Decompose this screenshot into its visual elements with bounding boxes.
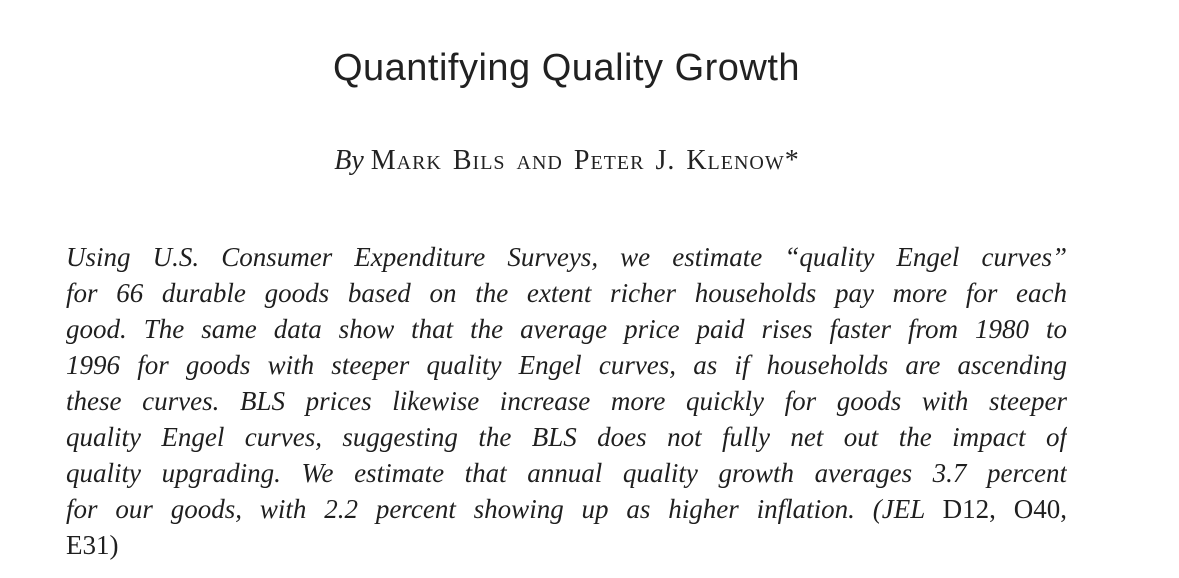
paper-title: Quantifying Quality Growth	[332, 47, 801, 89]
abstract-line-8-italic-part: for our goods, with 2.2 percent showing up as higher inflation. (JEL	[66, 494, 925, 524]
abstract-line-4: 1996 for goods with steeper quality Engel curves, as if households are ascending	[66, 350, 1067, 380]
paper-content-column	[66, 46, 1067, 563]
jel-codes: D12, O40,	[942, 494, 1067, 524]
abstract-line-7: quality upgrading. We estimate that annual quality growth averages 3.7 percent	[66, 458, 1067, 488]
byline	[66, 144, 1067, 178]
abstract-line-8	[66, 491, 1067, 527]
byline-authors: Mark Bils and Peter J. Klenow	[370, 145, 785, 176]
byline-by-label: By	[334, 145, 364, 176]
author-footnote-marker: *	[784, 145, 799, 176]
abstract-line-2: for 66 durable goods based on the extent richer households pay more for each	[66, 278, 1067, 308]
abstract-line-6: quality Engel curves, suggesting the BLS does not fully net out the impact of	[66, 422, 1067, 452]
abstract-line-9	[66, 527, 1067, 563]
jel-codes-continued: E31)	[66, 530, 119, 560]
abstract-line-5: these curves. BLS prices likewise increase more quickly for goods with steeper	[66, 386, 1067, 416]
abstract	[66, 239, 1067, 563]
abstract-line-1: Using U.S. Consumer Expenditure Surveys, we estimate “quality Engel curves”	[66, 242, 1067, 272]
abstract-line-3: good. The same data show that the average price paid rises faster from 1980 to	[66, 314, 1067, 344]
